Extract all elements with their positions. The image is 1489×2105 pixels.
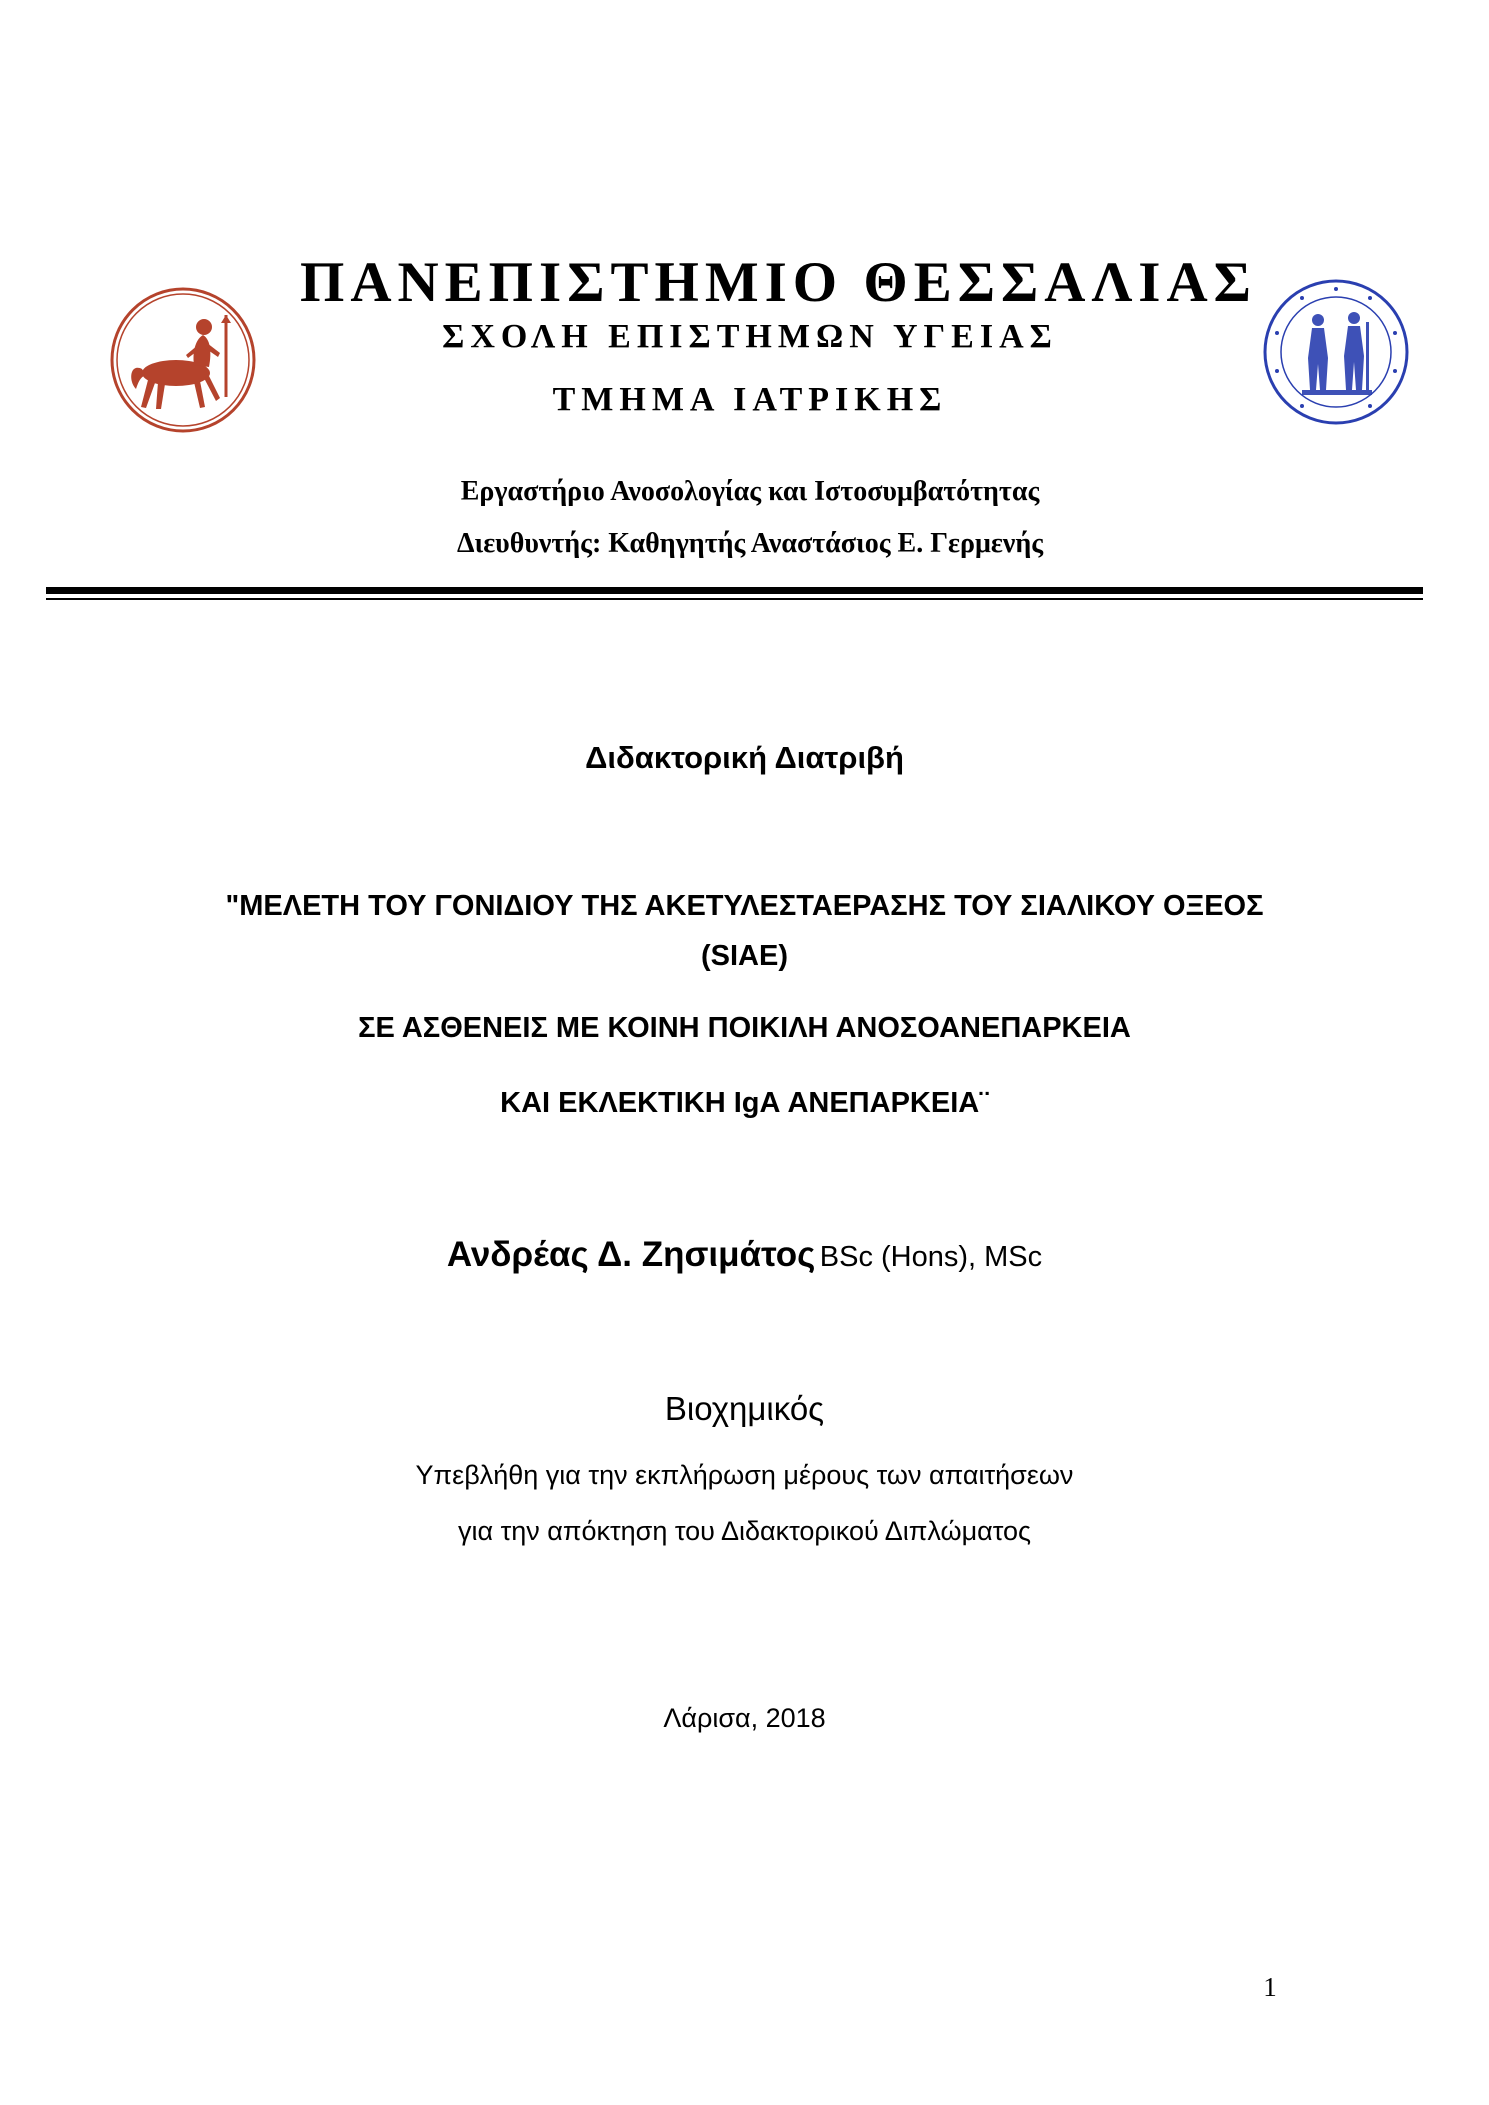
header-divider-thin	[46, 598, 1423, 600]
university-name: ΠΑΝΕΠΙΣΤΗΜΙΟ ΘΕΣΣΑΛΙΑΣ	[300, 251, 1257, 314]
author-profession: Βιοχημικός	[664, 1390, 825, 1427]
department-name: ΤΜΗΜΑ ΙΑΤΡΙΚΗΣ	[552, 381, 948, 418]
author-line	[150, 1235, 1339, 1275]
director-line: Διευθυντής: Καθηγητής Αναστάσιος Ε. Γερμενής	[456, 528, 1044, 559]
thesis-title-line-4: ΚΑΙ ΕΚΛΕΚΤΙΚΗ IgA ΑΝΕΠΑΡΚΕΙΑ¨	[500, 1087, 989, 1119]
page-number: 1	[1263, 1972, 1277, 2002]
medical-school-logo	[1262, 278, 1410, 426]
author-name: Ανδρέας Δ. Ζησιμάτος	[446, 1235, 816, 1274]
header-divider-thick	[46, 587, 1423, 594]
laboratory-name: Εργαστήριο Ανοσολογίας και Ιστοσυμβατότητας	[460, 476, 1040, 507]
submission-statement-line-1: Υπεβλήθη για την εκπλήρωση μέρους των απαιτήσεων	[415, 1460, 1074, 1490]
school-name: ΣΧΟΛΗ ΕΠΙΣΤΗΜΩΝ ΥΓΕΙΑΣ	[442, 318, 1058, 355]
thesis-title-line-1: "ΜΕΛΕΤΗ ΤΟΥ ΓΟΝΙΔΙΟΥ ΤΗΣ ΑΚΕΤΥΛΕΣΤΑΕΡΑΣΗΣ ΤΟΥ ΣΙΑΛΙΚΟΥ ΟΞΕΟΣ	[225, 890, 1264, 922]
centaur-seal-icon	[108, 285, 258, 435]
thesis-title-line-3: ΣΕ ΑΣΘΕΝΕΙΣ ΜΕ ΚΟΙΝΗ ΠΟΙΚΙΛΗ ΑΝΟΣΟΑΝΕΠΑΡΚΕΙΑ	[358, 1012, 1131, 1044]
document-type: Διδακτορική Διατριβή	[585, 740, 904, 775]
medical-seal-icon	[1262, 278, 1410, 426]
thesis-title-line-2: (SIAE)	[701, 940, 788, 972]
author-degrees: BSc (Hons), MSc	[819, 1241, 1043, 1273]
university-logo	[108, 285, 258, 435]
submission-statement-line-2: για την απόκτηση του Διδακτορικού Διπλώματος	[457, 1516, 1032, 1546]
place-and-date: Λάρισα, 2018	[663, 1703, 826, 1733]
